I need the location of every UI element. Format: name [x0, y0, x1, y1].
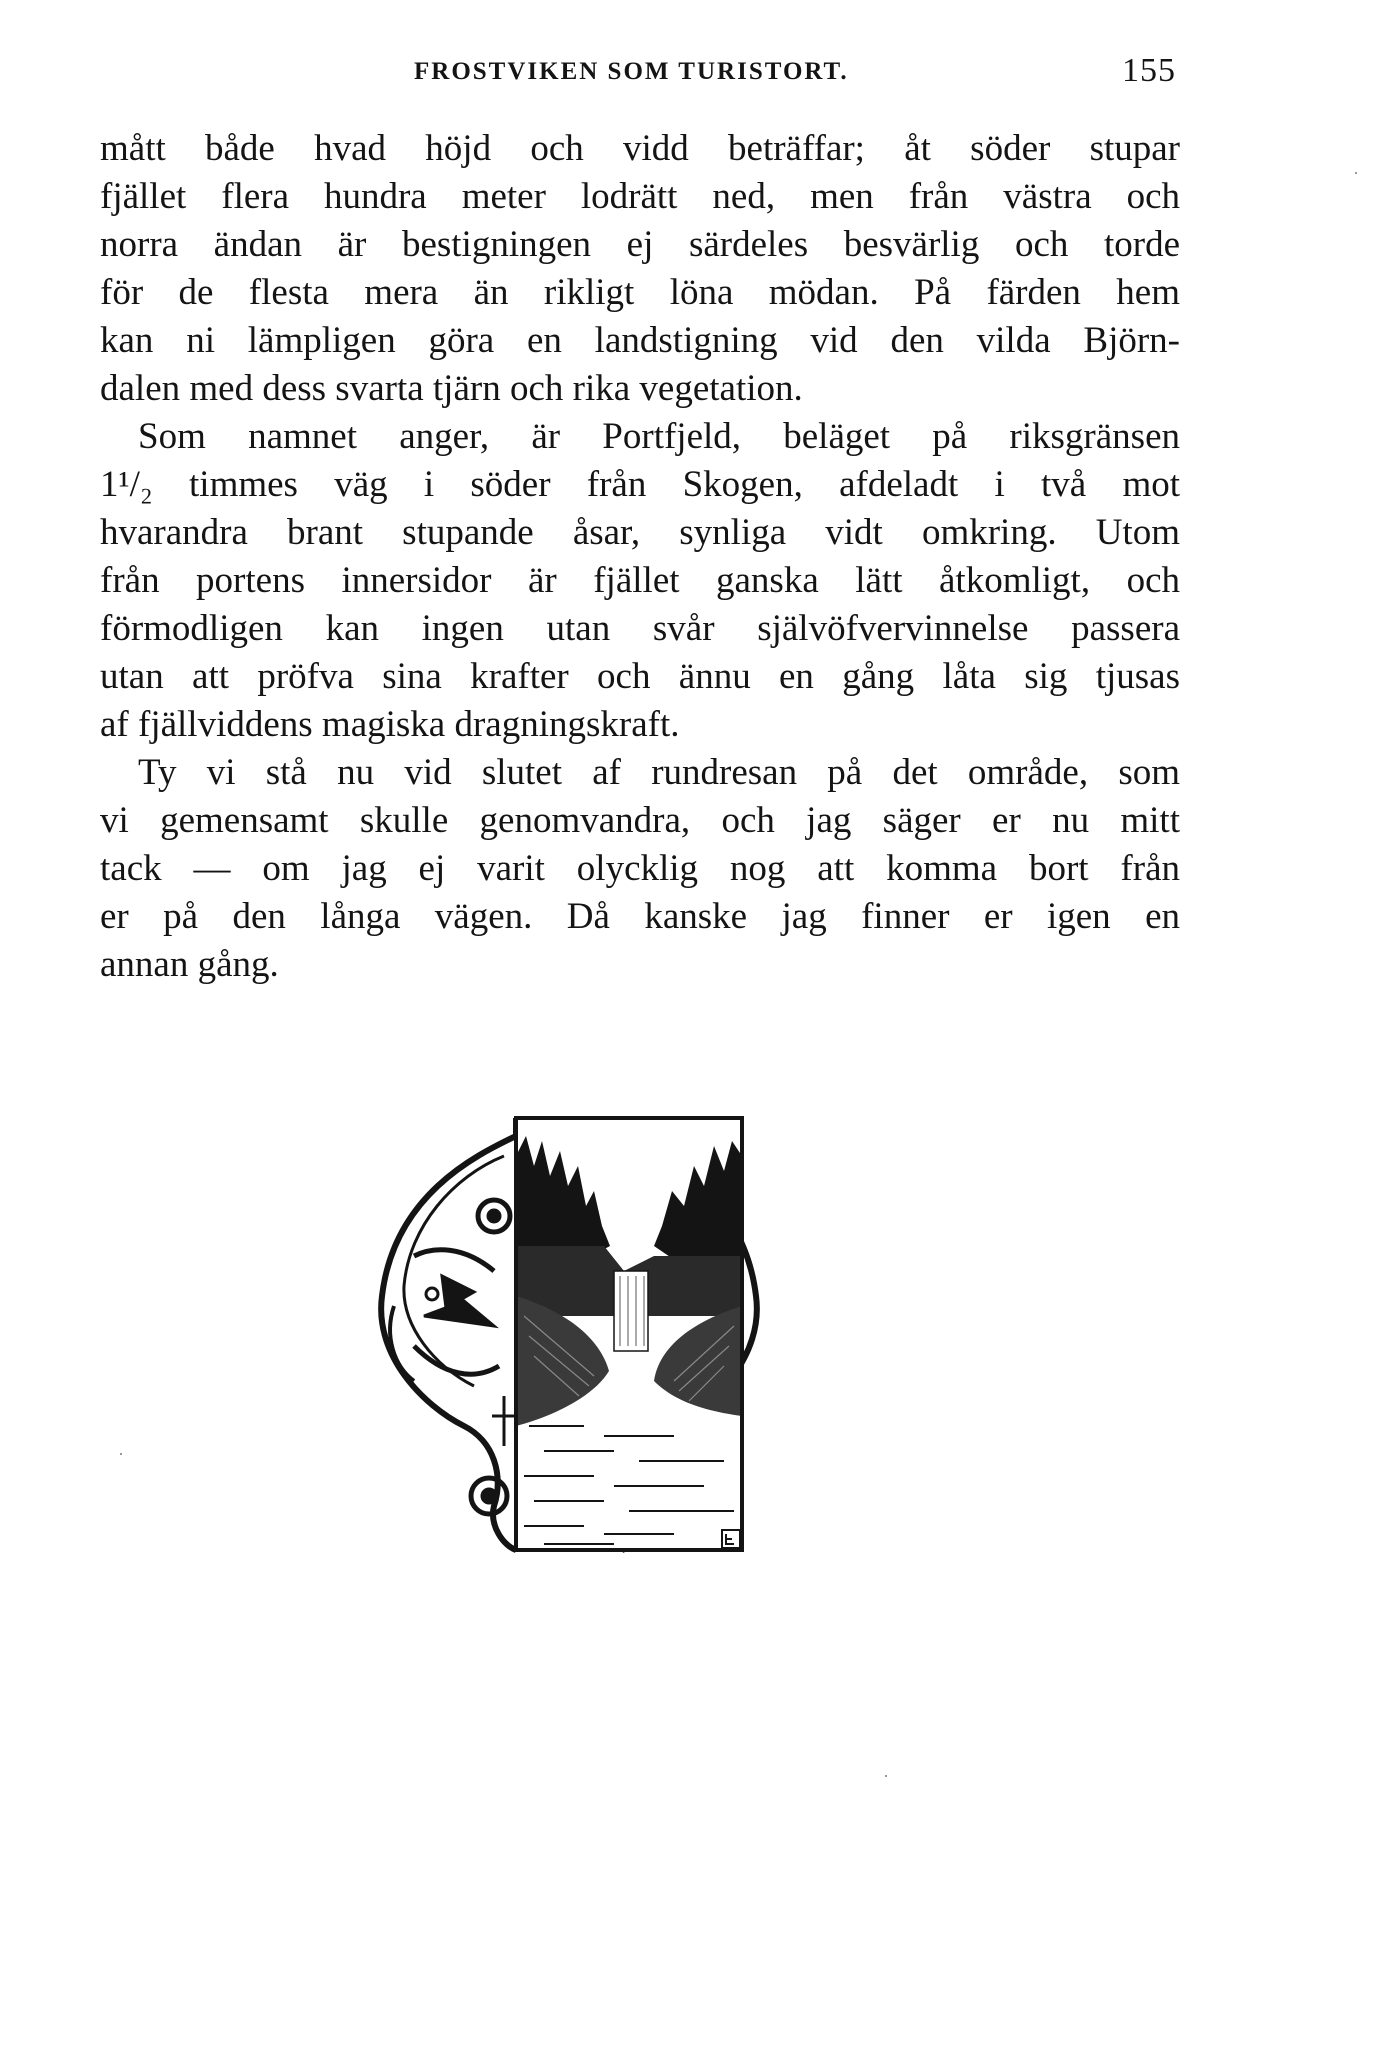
scene-frame — [516, 1118, 742, 1550]
body-text — [100, 125, 1180, 989]
text-line: mått både hvad höjd och vidd beträffar; åt söder stupar — [100, 128, 1180, 169]
paper-speck — [1355, 172, 1357, 174]
text-line: från portens innersidor är fjället ganska lätt åtkomligt, och — [100, 560, 1180, 601]
text-line: af fjällviddens magiska dragningskraft. — [100, 704, 680, 745]
text-line: fjället flera hundra meter lodrätt ned, men från västra och — [100, 176, 1180, 217]
paper-speck — [885, 1775, 887, 1777]
text-line: Som namnet anger, är Portfjeld, beläget på riksgränsen — [138, 416, 1180, 457]
text-line: 1¹/₂ timmes väg i söder från Skogen, afdeladt i två mot — [100, 464, 1180, 505]
text-line: förmodligen kan ingen utan svår självöfvervinnelse passera — [100, 608, 1180, 649]
running-title: FROSTVIKEN SOM TURISTORT. — [414, 58, 849, 85]
page-number: 155 — [1122, 52, 1176, 89]
paper-speck — [120, 1453, 122, 1455]
left-ornament-icon — [381, 1118, 516, 1550]
forest-waterfall-vignette — [354, 1096, 774, 1586]
text-line: er på den långa vägen. Då kanske jag finner er igen en — [100, 896, 1180, 937]
text-line: utan att pröfva sina krafter och ännu en gång låta sig tjusas — [100, 656, 1180, 697]
text-line: dalen med dess svarta tjärn och rika vegetation. — [100, 368, 803, 409]
text-line: kan ni lämpligen göra en landstigning vid den vilda Björn- — [100, 320, 1180, 361]
text-line: norra ändan är bestigningen ej särdeles besvärlig och torde — [100, 224, 1180, 265]
text-line: hvarandra brant stupande åsar, synliga vidt omkring. Utom — [100, 512, 1180, 553]
running-head — [0, 52, 1400, 98]
text-line: vi gemensamt skulle genomvandra, och jag säger er nu mitt — [100, 800, 1180, 841]
text-line: tack — om jag ej varit olycklig nog att komma bort från — [100, 848, 1180, 889]
text-line: för de flesta mera än rikligt löna mödan. På färden hem — [100, 272, 1180, 313]
text-line: Ty vi stå nu vid slutet af rundresan på det område, som — [138, 752, 1180, 793]
text-line: annan gång. — [100, 944, 279, 985]
